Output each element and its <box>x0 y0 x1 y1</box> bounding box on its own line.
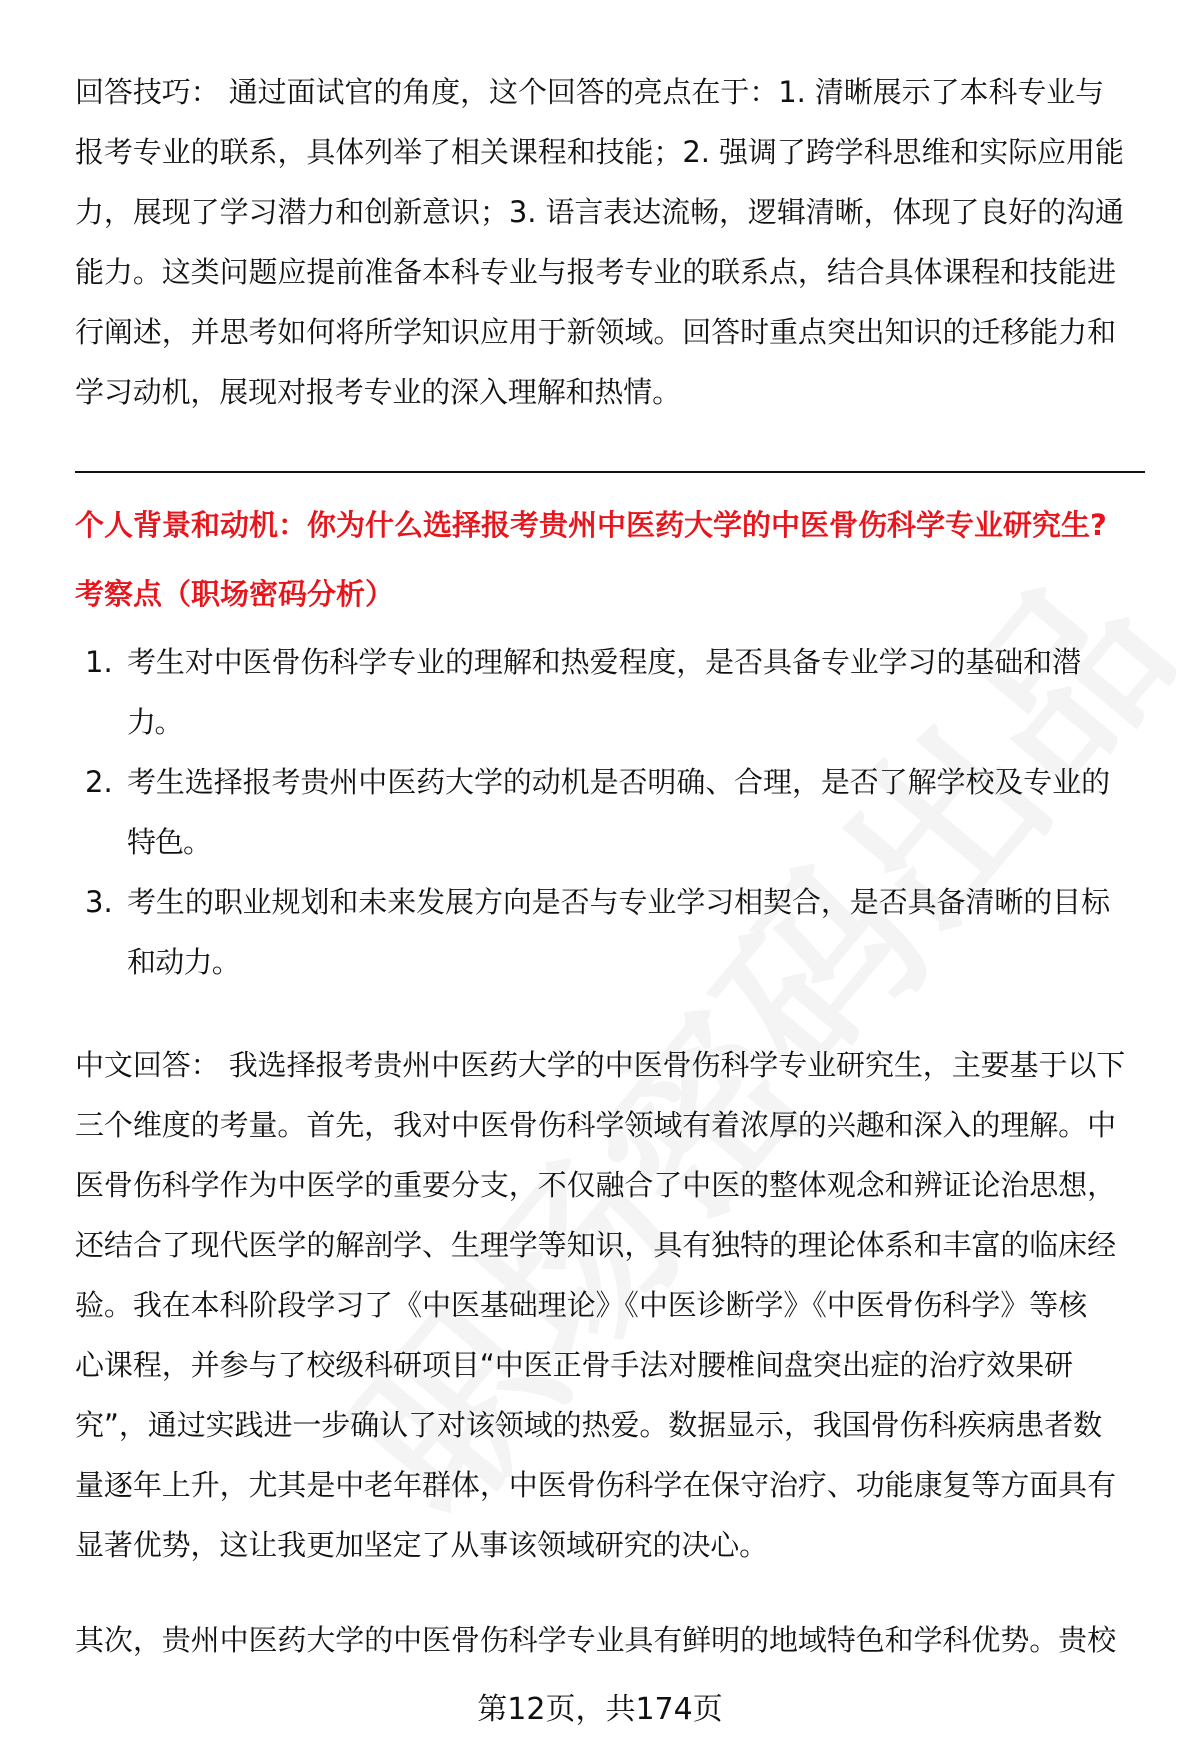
text-line: 医骨伤科学作为中医学的重要分支，不仅融合了中医的整体观念和辨证论治思想， <box>75 1168 1117 1202</box>
assessment-points-heading: 考察点（职场密码分析） <box>75 577 395 611</box>
text-line: 三个维度的考量。首先，我对中医骨伤科学领域有着浓厚的兴趣和深入的理解。中 <box>75 1108 1117 1142</box>
text-line: 行阐述，并思考如何将所学知识应用于新领域。回答时重点突出知识的迁移能力和 <box>75 315 1117 349</box>
text-line: 显著优势，这让我更加坚定了从事该领域研究的决心。 <box>75 1528 769 1562</box>
text-line: 考生的职业规划和未来发展方向是否与专业学习相契合，是否具备清晰的目标 <box>127 885 1111 919</box>
chinese-answer-paragraph <box>75 1035 1150 1575</box>
page-number: 第12页，共174页 <box>477 1692 723 1727</box>
next-paragraph <box>75 1610 1150 1670</box>
text-line: 其次，贵州中医药大学的中医骨伤科学专业具有鲜明的地域特色和学科优势。贵校 <box>75 1623 1117 1657</box>
list-number: 3. <box>85 885 113 919</box>
text-line: 心课程，并参与了校级科研项目“中医正骨手法对腰椎间盘突出症的治疗效果研 <box>75 1348 1074 1382</box>
list-item <box>75 872 1150 992</box>
text-line: 力。 <box>127 705 183 739</box>
section-divider <box>75 471 1145 473</box>
answer-tips-paragraph <box>75 62 1150 422</box>
list-item <box>75 632 1150 752</box>
list-number: 2. <box>85 765 113 799</box>
text-line: 验。我在本科阶段学习了《中医基础理论》《中医诊断学》《中医骨伤科学》等核 <box>75 1288 1088 1322</box>
text-line: 力，展现了学习潜力和创新意识；3. 语言表达流畅，逻辑清晰，体现了良好的沟通 <box>75 195 1124 229</box>
text-line: 回答技巧： 通过面试官的角度，这个回答的亮点在于：1. 清晰展示了本科专业与 <box>75 75 1105 109</box>
list-number: 1. <box>85 645 113 679</box>
text-line: 能力。这类问题应提前准备本科专业与报考专业的联系点，结合具体课程和技能进 <box>75 255 1117 289</box>
text-line: 量逐年上升，尤其是中老年群体，中医骨伤科学在保守治疗、功能康复等方面具有 <box>75 1468 1117 1502</box>
text-line: 中文回答： 我选择报考贵州中医药大学的中医骨伤科学专业研究生，主要基于以下 <box>75 1048 1126 1082</box>
text-line: 考生选择报考贵州中医药大学的动机是否明确、合理，是否了解学校及专业的 <box>127 765 1111 799</box>
text-line: 究”，通过实践进一步确认了对该领域的热爱。数据显示，我国骨伤科疾病患者数 <box>75 1408 1103 1442</box>
assessment-points-list <box>75 632 1150 992</box>
text-line: 还结合了现代医学的解剖学、生理学等知识，具有独特的理论体系和丰富的临床经 <box>75 1228 1117 1262</box>
text-line: 报考专业的联系，具体列举了相关课程和技能；2. 强调了跨学科思维和实际应用能 <box>75 135 1124 169</box>
text-line: 学习动机，展现对报考专业的深入理解和热情。 <box>75 375 682 409</box>
list-item <box>75 752 1150 872</box>
text-line: 和动力。 <box>127 945 241 979</box>
text-line: 特色。 <box>127 825 212 859</box>
question-title: 个人背景和动机：你为什么选择报考贵州中医药大学的中医骨伤科学专业研究生? <box>75 508 1107 542</box>
text-line: 考生对中医骨伤科学专业的理解和热爱程度，是否具备专业学习的基础和潜 <box>127 645 1082 679</box>
